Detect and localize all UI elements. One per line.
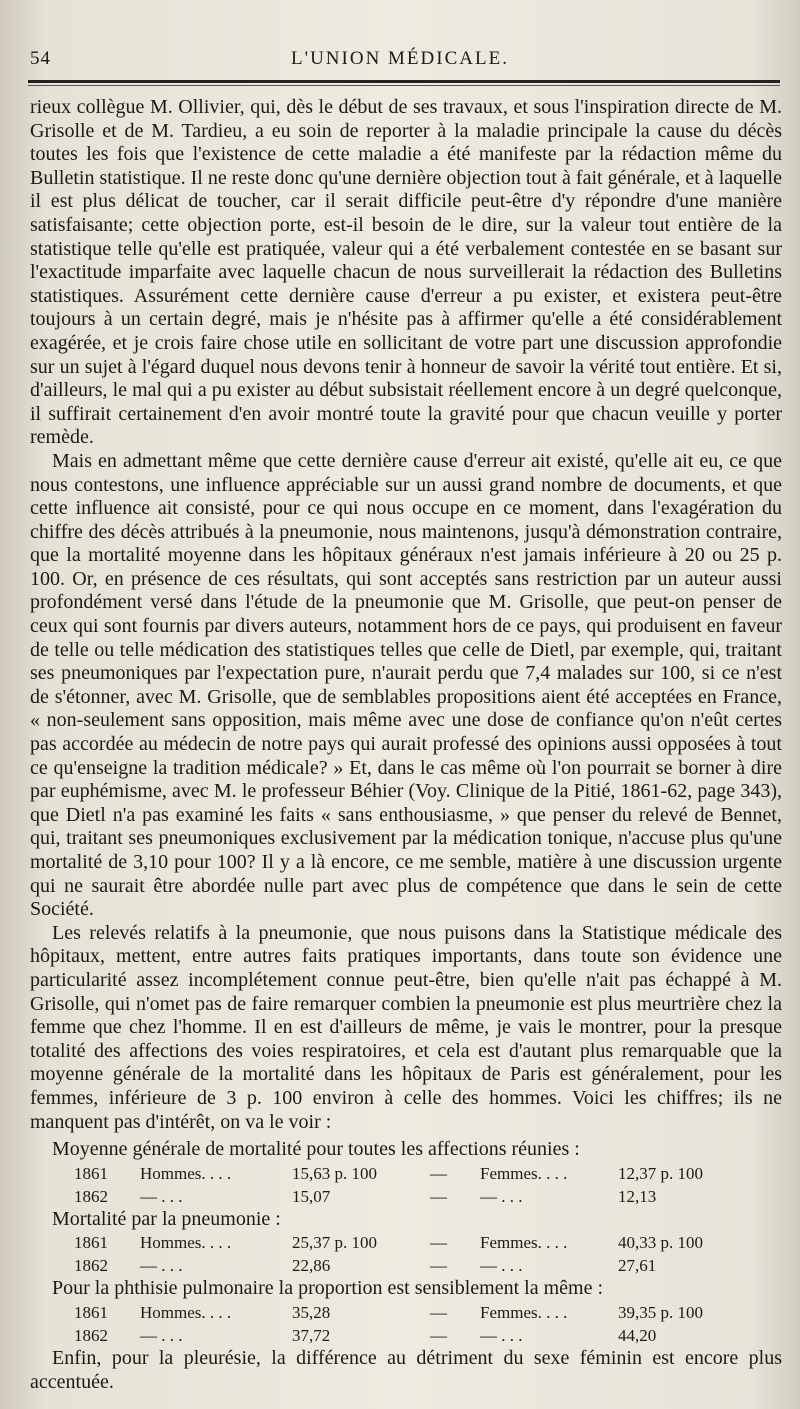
- dash-cell: —: [430, 1233, 447, 1253]
- value-cell: 40,33 p. 100: [618, 1233, 703, 1253]
- sex-cell: Hommes. . . .: [140, 1163, 232, 1183]
- sex-cell: Femmes. . . .: [480, 1302, 568, 1322]
- dash-cell: —: [430, 1302, 447, 1322]
- sex-cell: — . . .: [140, 1325, 183, 1345]
- page-header: [22, 48, 778, 78]
- sex-cell: Femmes. . . .: [480, 1163, 568, 1183]
- value-cell: 15,07: [292, 1186, 331, 1206]
- value-cell: 37,72: [292, 1325, 331, 1345]
- paragraph: rieux collègue M. Ollivier, qui, dès le début de ses travaux, et sous l'inspiration directe de M. Grisolle et de M. Tardieu, a eu soin de reporter à la maladie principale la cause du décès toutes les fois que l'existence de cette maladie a été manifeste par la rédaction même du Bulletin statistique. Il ne reste donc qu'une dernière objection tout à fait générale, et à laquelle il est plus délicat de toucher, car il serait difficile peut-être d'y répondre d'une manière satisfaisante; cette objection porte, est-il besoin de le dire, sur la valeur tout entière de la statistique telle qu'elle est pratiquée, valeur qui a été verbalement contestée en se basant sur l'exactitude imparfaite avec laquelle chacun de nous surveillerait la rédaction des Bulletins statistiques. Assurément cette dernière cause d'erreur a pu exister, et existera peut-être toujours à un certain degré, mais je n'hésite pas à affirmer qu'elle a été considérablement exagérée, et je crois faire chose utile en sollicitant de votre part une discussion approfondie sur un sujet à l'égard duquel nous devons tenir à honneur de savoir la vérité tout entière. Et si, d'ailleurs, le mal qui a pu exister au début subsistait réellement encore à un degré quelconque, il suffirait certainement d'en avoir montré toute la gravité pour que chacun veuille y porter remède.: [30, 96, 782, 449]
- sex-cell: — . . .: [480, 1186, 523, 1206]
- value-cell: 12,37 p. 100: [618, 1163, 703, 1183]
- dash-cell: —: [430, 1163, 447, 1183]
- table-row: [30, 1231, 782, 1254]
- sex-cell: Femmes. . . .: [480, 1233, 568, 1253]
- dash-cell: —: [430, 1186, 447, 1206]
- value-cell: 44,20: [618, 1325, 657, 1345]
- dash-cell: —: [430, 1256, 447, 1276]
- header-rule: [28, 80, 780, 83]
- page-number: 54: [30, 48, 51, 69]
- table-heading: Mortalité par la pneumonie :: [52, 1207, 281, 1230]
- paragraph: Les relevés relatifs à la pneumonie, que nous puisons dans la Statistique médicale des hôpitaux, mettent, entre autres faits pratiques importants, dans toute son évidence une particularité assez incomplétement connue peut-être, bien qu'elle n'ait pas échappé à M. Grisolle, qui n'omet pas de faire remarquer combien la pneumonie est plus meurtrière chez la femme que chez l'homme. Il en est d'ailleurs de même, je vais le montrer, pour la presque totalité des affections des voies respiratoires, et cela est d'autant plus remarquable que la moyenne générale de la mortalité dans les hôpitaux de Paris est généralement, pour les femmes, inférieure de 3 p. 100 environ à celle des hommes. Voici les chiffres; ils ne manquent pas d'intérêt, on va le voir :: [30, 921, 782, 1133]
- header-rule-thin: [28, 85, 780, 86]
- statistics-block: [30, 1138, 782, 1347]
- value-cell: 15,63 p. 100: [292, 1163, 377, 1183]
- year-cell: 1862: [74, 1186, 108, 1206]
- value-cell: 35,28: [292, 1302, 331, 1322]
- year-cell: 1862: [74, 1256, 108, 1276]
- sex-cell: — . . .: [140, 1186, 183, 1206]
- value-cell: 27,61: [618, 1256, 657, 1276]
- sex-cell: — . . .: [480, 1325, 523, 1345]
- sex-cell: Hommes. . . .: [140, 1302, 232, 1322]
- sex-cell: Hommes. . . .: [140, 1233, 232, 1253]
- year-cell: 1862: [74, 1325, 108, 1345]
- table-row: [30, 1254, 782, 1277]
- sex-cell: — . . .: [140, 1256, 183, 1276]
- dash-cell: —: [430, 1325, 447, 1345]
- table-heading: Pour la phthisie pulmonaire la proportion est sensiblement la même :: [52, 1277, 603, 1300]
- value-cell: 25,37 p. 100: [292, 1233, 377, 1253]
- table-row: [30, 1324, 782, 1347]
- table-row: [30, 1185, 782, 1208]
- year-cell: 1861: [74, 1233, 108, 1253]
- year-cell: 1861: [74, 1163, 108, 1183]
- table-heading: Moyenne générale de mortalité pour toutes les affections réunies :: [52, 1138, 580, 1161]
- table-row: [30, 1301, 782, 1324]
- sex-cell: — . . .: [480, 1256, 523, 1276]
- table-row: [30, 1162, 782, 1185]
- value-cell: 39,35 p. 100: [618, 1302, 703, 1322]
- running-head: L'UNION MÉDICALE.: [291, 48, 509, 69]
- paragraph: Mais en admettant même que cette dernière cause d'erreur ait existé, qu'elle ait eu, ce que nous contestons, une influence appréciable sur un aussi grand nombre de documents, et que cette influence ait consisté, pour ce qui nous occupe en ce moment, dans l'exagération du chiffre des décès attribués à la pneumonie, nous maintenons, jusqu'à démonstration contraire, que la mortalité moyenne dans les hôpitaux généraux n'est jamais inférieure à 20 ou 25 p. 100. Or, en présence de ces résultats, qui sont acceptés sans restriction par un auteur aussi profondément versé dans l'étude de la pneumonie que M. Grisolle, que peut-on penser de ceux qui sont fournis par divers auteurs, notamment hors de ce pays, qui produisent en faveur de telle ou telle médication des statistiques telles que celle de Dietl, par exemple, qui, traitant ses pneumoniques par l'expectation pure, n'aurait perdu que 7,4 malades sur 100, si ce n'est de s'étonner, avec M. Grisolle, que de semblables propositions aient été acceptées en France, « non-seulement sans opposition, mais même avec une dose de confiance qu'on n'eût certes pas accordée au médecin de notre pays qui aurait professé des opinions aussi opposées à tout ce qu'enseigne la tradition médicale? » Et, dans le cas même où l'on pourrait se borner à dire par euphémisme, avec M. le professeur Béhier (Voy. Clinique de la Pitié, 1861-62, page 343), que Dietl n'a pas examiné les faits « sans enthousiasme, » que penser du relevé de Bennet, qui, traitant ses pneumoniques exclusivement par la médication tonique, n'accuse plus qu'une mortalité de 3,10 pour 100? Il y a là encore, ce me semble, matière à une discussion urgente qui ne saurait être abordée nulle part avec plus de compétence que dans le sein de cette Société.: [30, 449, 782, 921]
- closing-paragraph: Enfin, pour la pleurésie, la différence au détriment du sexe féminin est encore plus accentuée.: [30, 1346, 782, 1393]
- year-cell: 1861: [74, 1302, 108, 1322]
- value-cell: 22,86: [292, 1256, 331, 1276]
- value-cell: 12,13: [618, 1186, 657, 1206]
- body-text: [30, 96, 782, 1394]
